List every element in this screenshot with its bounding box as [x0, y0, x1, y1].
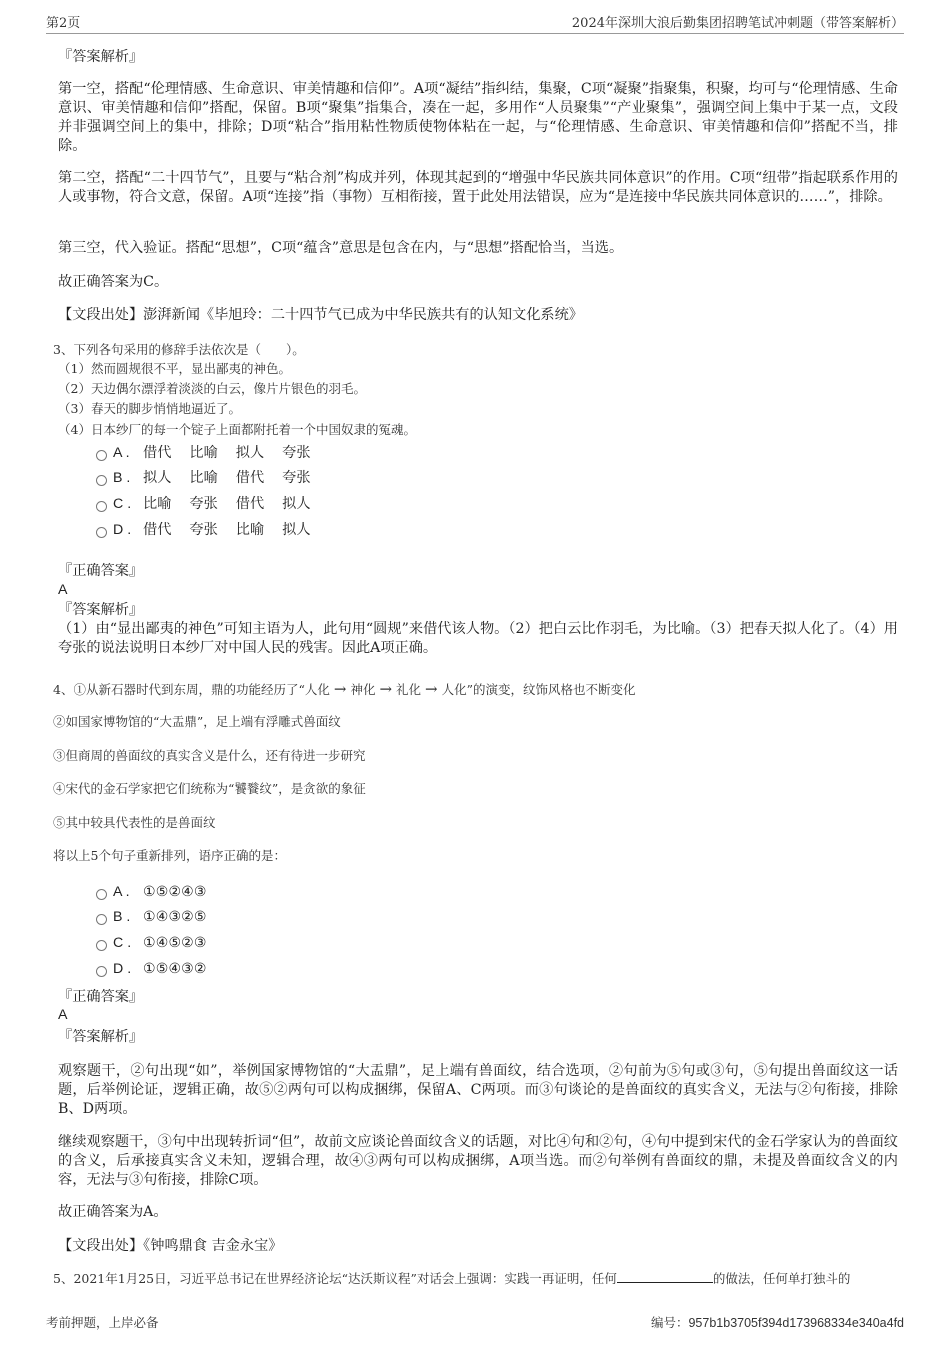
q3-option-c[interactable]: C . 比喻 夸张 借代 拟人 [96, 494, 329, 514]
q3-sentence-4: （4）日本纱厂的每一个锭子上面都附托着一个中国奴隶的冤魂。 [58, 422, 416, 437]
q4-source: 【文段出处】《钟鸣鼎食 吉金永宝》 [58, 1238, 283, 1254]
page-number: 第2页 [46, 16, 81, 31]
q4-answer-label: 『正确答案』 [58, 989, 144, 1005]
radio-icon[interactable] [96, 527, 107, 538]
q4-option-d[interactable]: D . ①⑤④③② [96, 959, 207, 979]
radio-icon[interactable] [96, 940, 107, 951]
q3-option-d[interactable]: D . 借代 夸张 比喻 拟人 [96, 520, 329, 540]
arrow-right-icon: → [379, 680, 393, 698]
radio-icon[interactable] [96, 889, 107, 900]
footer-slogan: 考前押题，上岸必备 [46, 1315, 159, 1330]
q2-source: 【文段出处】澎湃新闻《毕旭玲：二十四节气已成为中华民族共有的认知文化系统》 [58, 307, 583, 323]
radio-icon[interactable] [96, 966, 107, 977]
q3-stem: 3、下列各句采用的修辞手法依次是（ ）。 [53, 342, 305, 357]
document-title: 2024年深圳大浪后勤集团招聘笔试冲刺题（带答案解析） [571, 16, 904, 31]
q2-explain-label: 『答案解析』 [58, 49, 144, 65]
q3-sentence-3: （3）春天的脚步悄悄地逼近了。 [58, 401, 241, 416]
q4-instruction: 将以上5个句子重新排列，语序正确的是： [53, 848, 286, 863]
q4-sentence-5: ⑤其中较具代表性的是兽面纹 [53, 815, 216, 830]
q4-stem: 4、①从新石器时代到东周，鼎的功能经历了“人化 → 神化 → 礼化 → 人化”的演变，纹饰风格也不断变化 [53, 680, 636, 698]
q3-explain: （1）由“显出鄙夷的神色”可知主语为人，此句用“圆规”来借代该人物。（2）把白云比作羽毛，为比喻。（3）把春天拟人化了。（4）用夸张的说法说明日本纱厂对中国人民的残害。因此A项正确。 [58, 621, 898, 656]
q2-explain-p1: 第一空，搭配“伦理情感、生命意识、审美情趣和信仰”。A项“凝结”指纠结，集聚，C项“凝聚”指聚集，积聚，均可与“伦理情感、生命意识、审美情趣和信仰”搭配，保留。B项“聚集”指集合，凑在一起，多用作“人员聚集”“产业聚集”，强调空间上集中于某一点，文段并非强调空间上的集中，排除；D项“粘合”指用粘性物质使物体粘在一起，与“伦理情感、生命意识、审美情趣和信仰”搭配不当，排除。 [58, 81, 898, 154]
q5-stem: 5、2021年1月25日，习近平总书记在世界经济论坛“达沃斯议程”对话会上强调：实践一再证明，任何 的做法，任何单打独斗的 [53, 1271, 851, 1286]
radio-icon[interactable] [96, 475, 107, 486]
q3-explain-label: 『答案解析』 [58, 602, 144, 618]
q4-option-c[interactable]: C . ①④⑤②③ [96, 933, 207, 953]
q3-sentence-1: （1）然而圆规很不平，显出鄙夷的神色。 [58, 361, 291, 376]
q2-explain-p3: 第三空，代入验证。搭配“思想”，C项“蕴含”意思是包含在内，与“思想”搭配恰当，当选。 [58, 240, 624, 256]
radio-icon[interactable] [96, 914, 107, 925]
q4-option-a[interactable]: A . ①⑤②④③ [96, 882, 207, 902]
document-code: 编号：957b1b3705f394d173968334e340a4fd [650, 1316, 904, 1330]
q4-option-b[interactable]: B . ①④③②⑤ [96, 907, 207, 927]
answer-blank [617, 1271, 713, 1283]
q3-sentence-2: （2）天边偶尔漂浮着淡淡的白云，像片片银色的羽毛。 [58, 381, 366, 396]
q4-answer: A [58, 1007, 68, 1023]
q4-sentence-2: ②如国家博物馆的“大盂鼎”，足上端有浮雕式兽面纹 [53, 714, 341, 729]
q4-explain-p1: 观察题干，②句出现“如”，举例国家博物馆的“大盂鼎”，足上端有兽面纹，结合选项，②句前为⑤句或③句，⑤句提出兽面纹这一话题，后举例论证，逻辑正确，故⑤②两句可以构成捆绑，保留A、C两项。而③句谈论的是兽面纹的真实含义，无法与②句衔接，排除B、D两项。 [58, 1063, 898, 1117]
q3-answer: A [58, 582, 68, 598]
q4-sentence-3: ③但商周的兽面纹的真实含义是什么，还有待进一步研究 [53, 748, 366, 763]
q3-option-b[interactable]: B . 拟人 比喻 借代 夸张 [96, 468, 329, 488]
radio-icon[interactable] [96, 450, 107, 461]
q4-explain-p2: 继续观察题干，③句中出现转折词“但”，故前文应谈论兽面纹含义的话题，对比④句和②句，④句中提到宋代的金石学家认为的兽面纹的含义，后承接真实含义未知，逻辑合理，故④③两句可以构成捆绑，A项当选。而②句举例有兽面纹的鼎，未提及兽面纹含义的内容，无法与③句衔接，排除C项。 [58, 1134, 898, 1188]
q4-conclusion: 故正确答案为A。 [58, 1204, 168, 1220]
q4-explain-label: 『答案解析』 [58, 1029, 144, 1045]
q3-option-a[interactable]: A . 借代 比喻 拟人 夸张 [96, 443, 329, 463]
q2-explain-p2: 第二空，搭配“二十四节气”，且要与“粘合剂”构成并列，体现其起到的“增强中华民族共同体意识”的作用。C项“纽带”指起联系作用的人或事物，符合文意，保留。A项“连接”指（事物）互相衔接，置于此处用法错误，应为“是连接中华民族共同体意识的……”，排除。 [58, 170, 898, 205]
q2-conclusion: 故正确答案为C。 [58, 274, 169, 290]
page-header [46, 12, 904, 34]
q4-sentence-4: ④宋代的金石学家把它们统称为“饕餮纹”，是贪欲的象征 [53, 781, 366, 796]
q3-answer-label: 『正确答案』 [58, 563, 144, 579]
arrow-right-icon: → [425, 680, 438, 698]
radio-icon[interactable] [96, 501, 107, 512]
arrow-right-icon: → [333, 680, 347, 698]
